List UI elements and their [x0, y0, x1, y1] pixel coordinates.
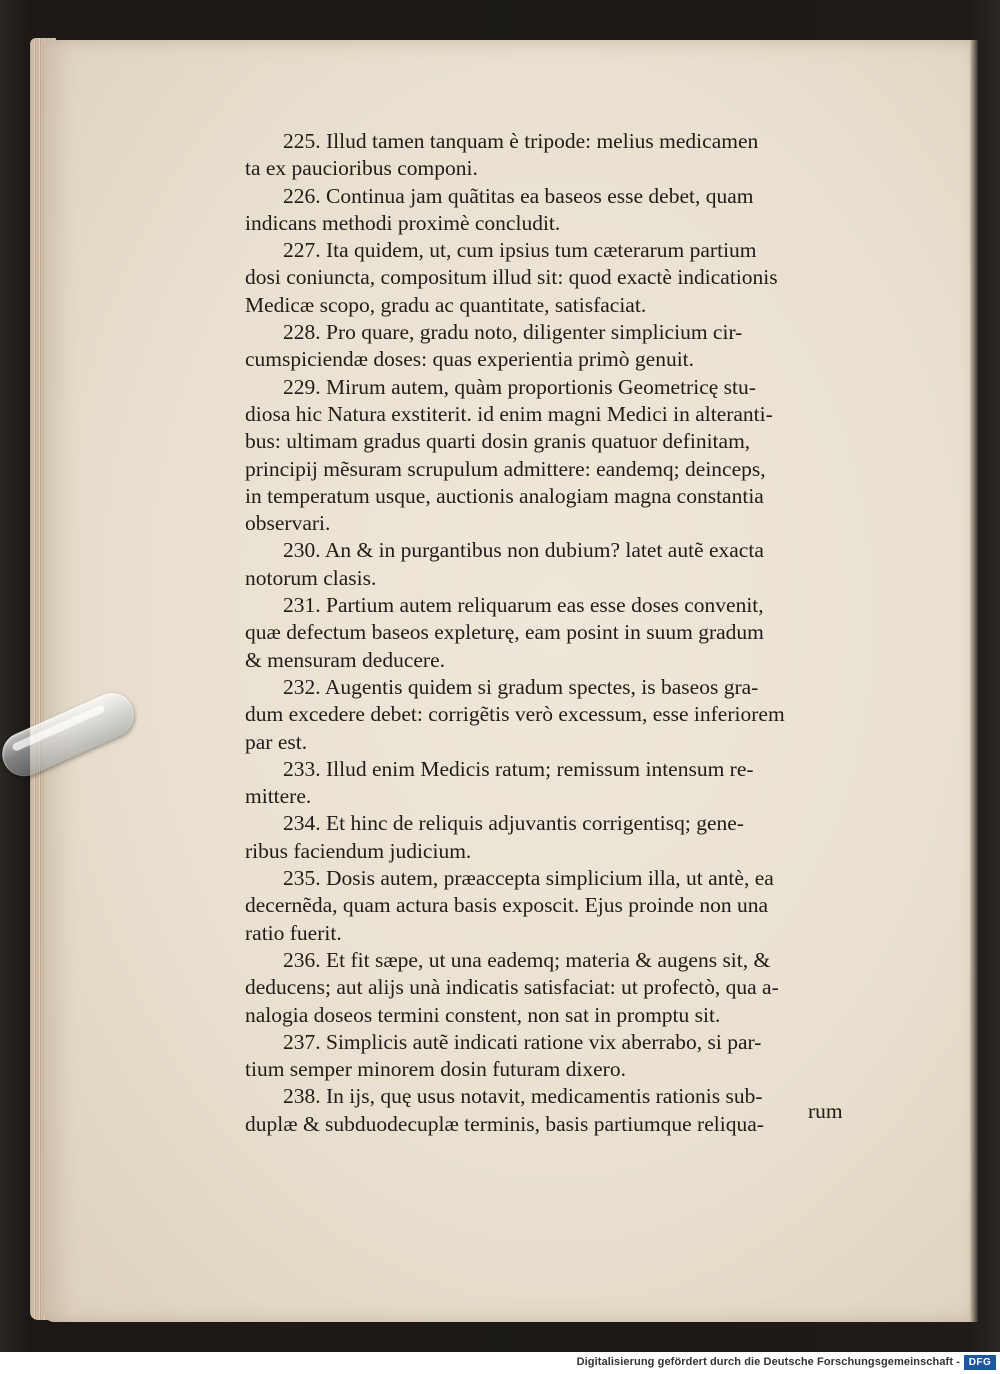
text-line: 225. Illud tamen tanquam è tripode: melius medicamen: [283, 129, 759, 153]
catchword: rum: [808, 1099, 843, 1123]
dfg-logo: DFG: [964, 1355, 996, 1370]
text-line: indicans methodi proximè concludit.: [245, 210, 561, 235]
text-line: nalogia doseos termini constent, non sat in promptu sit.: [245, 1002, 721, 1027]
text-line: duplæ & subduodecuplæ terminis, basis partiumque reliqua-: [245, 1111, 764, 1136]
page-text: [245, 128, 870, 1138]
text-line: quæ defectum baseos expleturę, eam posint in suum gradum: [245, 620, 764, 645]
text-line: deducens; aut alijs unà indicatis satisfaciat: ut profectò, qua a-: [245, 975, 779, 1000]
text-line: 237. Simplicis autẽ indicati ratione vix aberrabo, si par-: [283, 1029, 762, 1054]
text-line: ribus faciendum judicium.: [245, 838, 472, 863]
text-line: observari.: [245, 511, 331, 536]
text-line: dosi coniuncta, compositum illud sit: quod exactè indicationis: [245, 265, 778, 290]
text-line: par est.: [245, 729, 308, 754]
text-line: mittere.: [245, 784, 312, 809]
text-line: 232. Augentis quidem si gradum spectes, is baseos gra-: [283, 674, 759, 699]
text-line: 231. Partium autem reliquarum eas esse doses convenit,: [283, 593, 764, 618]
text-line: in temperatum usque, auctionis analogiam magna constantia: [245, 483, 764, 508]
text-line: 236. Et fit sæpe, ut una eademq; materia & augens sit, &: [283, 947, 771, 972]
text-line: 228. Pro quare, gradu noto, diligenter simplicium cir-: [283, 320, 743, 345]
text-line: ta ex paucioribus componi.: [245, 156, 478, 181]
text-line: ratio fuerit.: [245, 920, 342, 945]
text-line: 234. Et hinc de reliquis adjuvantis corrigentisq; gene-: [283, 811, 744, 836]
page-gutter-shadow: [970, 40, 978, 1322]
text-line: principij mẽsuram scrupulum admittere: eandemq; deinceps,: [245, 456, 766, 481]
text-line: Medicæ scopo, gradu ac quantitate, satisfaciat.: [245, 292, 647, 317]
text-line: & mensuram deducere.: [245, 647, 445, 672]
text-line: 230. An & in purgantibus non dubium? latet autẽ exacta: [283, 538, 764, 563]
text-line: tium semper minorem dosin futuram dixero.: [245, 1057, 626, 1082]
funding-credit: Digitalisierung gefördert durch die Deutsche Forschungsgemeinschaft -: [576, 1356, 960, 1368]
text-line: bus: ultimam gradus quarti dosin granis quatuor definitam,: [245, 429, 751, 454]
text-line: 238. In ijs, quę usus notavit, medicamentis rationis sub-: [283, 1084, 763, 1109]
text-line: 233. Illud enim Medicis ratum; remissum intensum re-: [283, 756, 754, 781]
text-line: 235. Dosis autem, præaccepta simplicium illa, ut antè, ea: [283, 866, 774, 891]
text-line: 226. Continua jam quãtitas ea baseos esse debet, quam: [283, 183, 754, 208]
text-line: 227. Ita quidem, ut, cum ipsius tum cæterarum partium: [283, 238, 757, 263]
text-line: cumspiciendæ doses: quas experientia primò genuit.: [245, 347, 695, 372]
text-line: diosa hic Natura exstiterit. id enim magni Medici in alteranti-: [245, 401, 773, 426]
text-line: notorum clasis.: [245, 565, 377, 590]
text-line: decernẽda, quam actura basis exposcit. Ejus proinde non una: [245, 893, 768, 918]
text-line: 229. Mirum autem, quàm proportionis Geometricę stu-: [283, 374, 756, 399]
text-line: dum excedere debet: corrigẽtis verò excessum, esse inferiorem: [245, 702, 785, 727]
